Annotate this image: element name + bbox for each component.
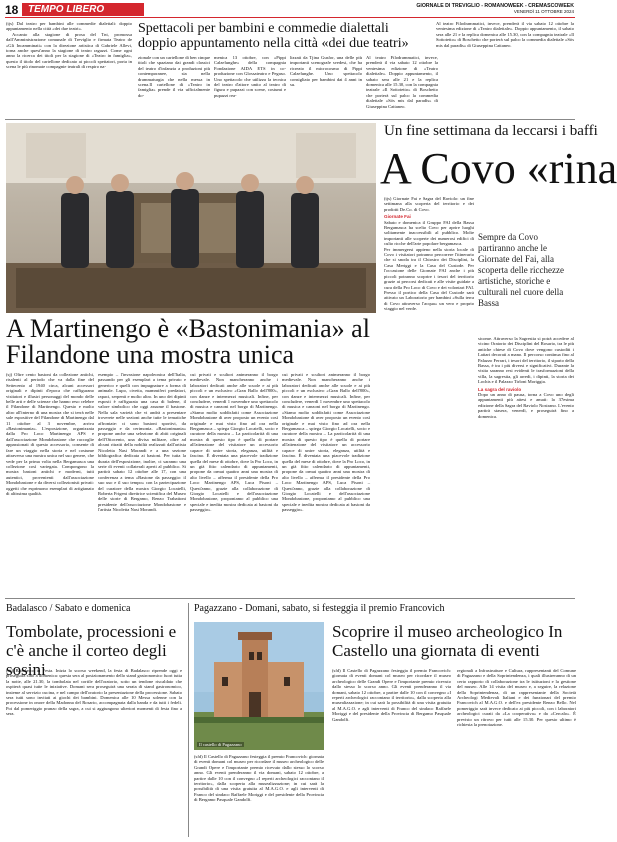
bottom-left-body: (rtt) Badalasco in Festa. Inizia lo scorso weekend, la festa di Badalasco riprende oggi e proseguirà sino a domenica: questa sera al posizionamento dello stand gastronomico fuori tutta la notte, alle 21.30, la tombolata nel cortile dell'oratorio, sotto un tendone riscaldato che ospiterà quasi tutte le iniziative. Domani sera proseguirà una serata di stand gastronomico, insieme al servizio cucina, e nel campo dell'oratorio la presentazione della processione. Sabato sera tutti sono invitati ai giochi dei bambini. Domenica alle 10 Messa solenne con la processione in onore della Madonna del Rosario, accompagnata dalla banda e da tutti i fedeli. Poi dal pomeriggio pranzo della sagra, a cui si aggiungono ulteriori momenti di festa fino a sera. [6,668,182,717]
right-story-intro: (tjs) Giornate Fai e Sagra del Raviolo: un fine settimana alla scoperta del territorio e dei prodotti De.Co. di Covo. [384,196,474,212]
bottom-right-kicker: Pagazzano - Domani, sabato, si festeggia il premio Francovich [194,603,445,614]
top-story-col2: menica 13 ottobre, con «Pippi Calzelunghe» della compagnia Fondazione AIDA ETS in co-produzione con Glossateatro e Pegaso. Uno spettacolo che utilizza la tecnica del teatro d'attore unito al teatro di figura e pupazzi con scene, costumi e pupazzi rea- [214,55,286,98]
bottom-left-kicker: Badalasco / Sabato e domenica [6,603,131,614]
publication-date: VENERDÌ 11 OTTOBRE 2024 [513,9,574,14]
top-story-col4-side: Al teatro Filodrammatici, invece, prenderà il via sabato 12 ottobre la ventesima edizione di «Teatro dialettale». Doppio appuntamento, il sabato sera alle 21 e la replica domenica alle 15.30, con la compagnia teatrale «Il Sottotetto» di Boschetto che porterà sul palco la commedia dialettale «Sös mis dal paradìs» di Giuseppina Cattaneo. [436,21,574,48]
right-story-sub1: Giornate Fai [384,214,411,220]
top-story-headline: Spettacoli per bambini e commedie dialettali doppio appuntamento nella città «dei due teatri» [138,21,409,51]
main-story-col4: cui privati e scultori animeranno il borgo medievale. Non mancheranno anche i laboratori dedicati anche alle scuole e ai più piccoli e un esclusivo «Gran Ballo dell'800», con danze e intermezzi musicali. Infine, per concludere, venerdì 1 novembre uno spettacolo di musica e canzoni nel borgo di Martinengo. «Siamo molto soddisfatti come Associazione Mondobastone di aver proposto un evento così originale e mai visto fino ad ora nella Bergamasca – spiega Giorgio Locatelli, socio e curatore della mostra – La particolarità di una mostra di questo tipo è quella di portare all'attenzione del visitatore un accessorio capace di unire storia, eleganza, utilità e fascino. È diventata una piacevole tradizione quella del mese di ottobre, dove la Pro Loco, in un già fitto calendario di appuntamenti, propone da ormai quattro anni una mostra di alto livello – afferma il presidente della Pro Loco Martinengo APS, Luca Pisoni – Quest'anno, grazie alla collaborazione di Giorgio Locatelli e dell'associazione Mondobastone, proponiamo al pubblico una speciale e inedita mostra dedicata ai bastoni da passeggio». [282,372,370,513]
top-left-column [6,21,132,70]
right-story-body2: Per immergersi appieno nella storia locale di Covo i visitatori potranno percorrere l'itinerario che si snoda tra il Chiostro dei Disciplini, la Casa Meriggi e la Casa del Custode. Per l'occasione delle Giornate FAI anche i più piccoli potranno scoprire i tesori del territorio grazie ai percorsi dedicati e alle visite guidate a cura della Pro Loco di Covo e dei volontari FAI. Presso il portico della Casa del Custode sarà attivato un Laboratorio per bambini «Sulla terra di Covo attraverso l'acqua» un vero e proprio viaggio nel verde. [384,246,474,312]
top-rule [5,119,575,120]
top-left-intro: (tjs) Dal teatro per bambini alle commedie dialettali: doppio appuntamento nella città «dei due teatri». [6,21,132,32]
top-story-columns [138,55,438,109]
top-story-side-columns [436,21,574,48]
right-story-body3: sicome. Attraverso la Sagrestia si potrà accedere al vicino Oratorio dei Disciplini del Rosario, tra le più antiche chiese di Covo dove vengono custoditi i Lattari decorati a mano. Il percorso continua fino al Palazzo Ferrari, i tesori del territorio, il sipario della Bassa, è tra i più diversi e significativi. Durante la visita saranno resi evidenti le trasformazioni della villa, la sagrestia, gli arredi, i dipinti, la storia dei Lochis e il Palazzo Tirloni Moriggia. [478,336,574,385]
group-photo-art [6,123,376,313]
bottom-right-columns [332,668,576,838]
top-story-col4: Al teatro Filodrammatici, invece, prenderà il via sabato 12 ottobre la ventesima edizione di «Teatro dialettale». Doppio appuntamento, il sabato sera alle 21 e la replica domenica alle 15.30, con la compagnia teatrale «Il Sottotetto» di Boschetto che porterà sul palco la commedia dialettale «Sös mis dal paradìs» di Giuseppina Cattaneo. [366,55,438,109]
publication-name: GIORNALE DI TREVIGLIO - ROMANOWEEK - CREMASCOWEEK [416,3,574,9]
right-story-col3-wrap [478,336,574,419]
right-story-body4: Dopo un anno di pausa, torna a Covo uno degli appuntamenti più attesi e amati: la 37esima edizione della Sagra del Raviolo Nostrano. L'evento partirà stasera, venerdì, e proseguirà fino a domenica. [478,392,574,419]
main-story-col3: cui privati e scultori animeranno il borgo medievale. Non mancheranno anche i laboratori dedicati anche alle scuole e ai più piccoli e un esclusivo «Gran Ballo dell'800», con danze e intermezzi musicali. Infine, per concludere, venerdì 1 novembre uno spettacolo di musica e canzoni nel borgo di Martinengo. «Siamo molto soddisfatti come Associazione Mondobastone di aver proposto un evento così originale e mai visto fino ad ora nella Bergamasca – spiega Giorgio Locatelli, socio e curatore della mostra – La particolarità di una mostra di questo tipo è quella di portare all'attenzione del visitatore un accessorio capace di unire storia, eleganza, utilità e fascino. È diventata una piacevole tradizione quella del mese di ottobre, dove la Pro Loco, in un già fitto calendario di appuntamenti, propone da ormai quattro anni una mostra di alto livello – afferma il presidente della Pro Loco Martinengo APS, Luca Pisoni – Quest'anno, grazie alla collaborazione di Giorgio Locatelli e dell'associazione Mondobastone, proponiamo al pubblico una speciale e inedita mostra dedicata ai bastoni da passeggio». [190,372,278,513]
page-number: 18 [5,3,19,17]
bottom-vertical-rule [188,603,189,837]
top-left-body: Accanto alla stagione di prosa del Tnt, promossa dall'Amministrazione comunale di Treviglio e firmata Teatro de «Gli Incamminati» con la direzione artistica di Gabriele Allevi, torna anche quest'anno la stagione di teatro ragazzi. Come ogni anno la ricerca dei titoli per la stagione di «Teatro in famiglia», questo il titolo del cartellone dedicato ai piccoli spettatori, porta in scena le più rinomate compagnie teatrali di respiro na- [6,31,132,70]
main-story-col1: (sj) Oltre cento bastoni da collezione antichi, risalenti al periodo che va dalla fine del Settecento al 1940 circa, alcuni accessori originali e dipinti d'epoca che raffigurano visitatori e illustri personaggi del mondo delle belle arti e delle scienze che hanno reso celebre il Filandone di Martinengo. Questo e molto altro all'interno di una mostra che si terrà nelle sale espositive del Filandone di Martinengo dal 11 ottobre al 3 novembre, arriva «Bastonimania». L'esposizione, organizzata dalla Pro Loco Martinengo APS e dall'associazione Mondobastone che raccoglie appassionati di questo accessorio, consente di fare un viaggio nella storia e nel costume attraverso una mostra unica nel suo genere, che vede per la prima volta nella Bergamasca una collezione così variegata. Compongono la mostra bastoni antichi e moderni, tutti autentici, provenienti dall'associazione Mondobastone e da diversi collezionisti privati: oggetti che esprimono esemplari di artigianato di altissima qualità. [6,372,94,496]
main-story-col2: esempio – l'invasione napoleonica dell'Italia, passando per gli esemplari a tema privato e generico e quelli con impugnature a forma di animale. Lupo, civetta, mammiferi predatori, rapaci, serpenti e molto altro. In uno dei dipinti esposti è raffigurata una casa di balene, il valore simbolico che oggi assume il bastone. Nella sala varietà che vi andrà a presentare troverete nelle sezioni anche tutte le tematiche affrontate: ci sono bastoni sportivi, da passeggio e da cerimonia. «Bastonimania» propone anche una selezione di abiti originali dell'Ottocento, una divisa militare, oltre ad alcuni ritratti della nobiltà realizzati dall'artista Nicoletta Nasi Morandi e a una sezione bibliografica dedicata ai bastoni. Per tutta la durata dell'esposizione, inoltre, ci saranno una serie di eventi collaterali aperti al pubblico. Si partirà sabato 12 ottobre alle 17, con una conferenza a tema «Bastone da passeggio: il suo uso e il suo tempo» con la partecipazione del curatore della mostra Giorgio Locatelli, Roberta Frigeni direttrice scientifica del Museo delle storie di Bergamo, Renzo Trabattoni presidente dell'associazione Mondobastone e l'artista Nicoletta Nasi Morandi. [98,372,186,513]
bottom-right-col2: regionali a Infrastrutture e Cultura, rappresentanti del Comune di Pagazzano e della Soprintendenza, i quali illustreranno di un certo rapporto di collaborazione tra le istituzioni e la gestione del museo. Alle 14 visita del museo e, a seguire, la relazione della Soprintendenza, di un rappresentante della Società Archeologi Medievali Italiani e dei funzionari del premio Francovich al M.A.G.O. e dell'ex presidente Renzo Bello. Nel pomeriggio sarà invece dedicato ai più piccoli, con i laboratori archeologici curati da «La cooperativa» e da «Cercalo». È previsto un ritrovo per tutti alle 15.30. Per questo ultimo è richiesta la prenotazione. [457,668,576,728]
bottom-left-headline: Tombolate, processioni e c'è anche il corteo degli sosini [6,622,177,679]
bottom-right-headline: Scoprire il museo archeologico In Castello una giornata di eventi [332,622,563,660]
group-photo [6,123,376,313]
right-story-kicker: Un fine settimana da leccarsi i baffi [384,123,598,139]
right-story-headline: A Covo «rina [380,144,617,193]
bottom-right-col1: (sfd) Il Castello di Pagazzano festeggia il premio Francovich: giornata di eventi domani col museo per ricordare il museo archeologico delle Grandi Opere e l'importante premio ricevuto dallo stesso lo scorso anno. Gli eventi prenderanno il via domani, sabato 12 ottobre, a partire dalle 10 con il convegno «I reperti archeologici raccontano il territorio», dalla scoperta alla musealizzazione; in cui sarà la possibilità di una visita gratuita al M.A.G.O. e agli interventi di Franco del sindaco Raffaele Moriggi e del presidente della Provincia di Bergamo Pasquale Gandolfi. [332,668,451,722]
main-story-headline: A Martinengo è «Bastonimania» al Filandone una mostra unica [6,314,370,369]
main-story-columns [6,372,376,594]
castle-photo-art [194,622,324,750]
bottom-right-under-photo: (sfd) Il Castello di Pagazzano festeggia il premio Francovich: giornata di eventi domani col museo per ricordare il museo archeologico delle Grandi Opere e l'importante premio ricevuto dallo stesso lo scorso anno. Gli eventi prenderanno il via domani, sabato 12 ottobre, a partire dalle 10 con il convegno «I reperti archeologici raccontano il territorio», dalla scoperta alla musealizzazione; in cui sarà la possibilità di una visita gratuita al M.A.G.O. e agli interventi di Franco del sindaco Raffaele Moriggi e del presidente della Provincia di Bergamo Pasquale Gandolfi. [194,754,324,803]
right-story-lead: Sempre da Covo partiranno anche le Giornate del Fai, alla scoperta delle ricchezze artistiche, storiche e culturali nel cuore della Bassa [478,232,564,308]
top-story-col1: zionale con un cartellone di ben cinque titoli che spaziano dai grandi classici del teatro d'infanzia a produzioni più contemporanee, sia nella drammaturgia che nella messa in scena.Il cartellone di «Teatro in famiglia» prende il via ufficialmente do- [138,55,210,98]
castle-photo-caption: Il castello di Pagazzano [199,742,242,747]
middle-rule [5,598,575,599]
castle-photo [194,622,324,750]
right-story-sub2: La sagra del raviolo [478,386,522,392]
header-rule [5,17,575,18]
right-story-body1: Sabato e domenica il Gruppo FAI della Bassa Bergamasca ha scelto Covo per aprire luoghi solitamente inaccessibili al pubblico. Molte importanti alle scoperte dei numerosi edifici di culto ricche dell'arte popolare bergamasca. [384,219,474,247]
section-tag: TEMPO LIBERO [22,3,144,16]
top-story-col3: lizzati da Tjina Gusfor, una delle più importanti scenografe svedesi, che ha ricreato il microcosmo di Pippi Calzelunghe. Uno spettacolo consigliato per bambini dai 4 anni in su. [290,55,362,88]
